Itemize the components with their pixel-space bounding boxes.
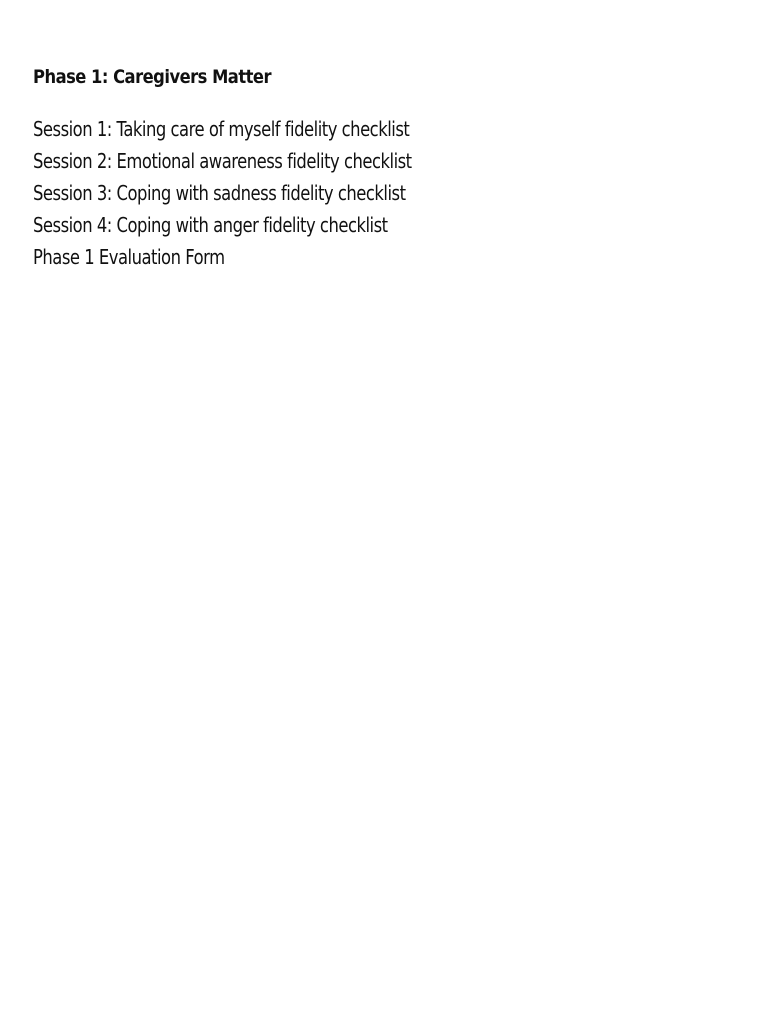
list-item-evaluation-form: Phase 1 Evaluation Form [33,245,225,269]
document-title: Phase 1: Caregivers Matter [33,66,272,88]
list-item-session-3: Session 3: Coping with sadness fidelity checklist [33,181,406,205]
list-item-session-2: Session 2: Emotional awareness fidelity checklist [33,149,412,173]
session-list [33,113,495,273]
list-item-session-4: Session 4: Coping with anger fidelity checklist [33,213,388,237]
list-item-session-1: Session 1: Taking care of myself fidelity checklist [33,117,410,141]
